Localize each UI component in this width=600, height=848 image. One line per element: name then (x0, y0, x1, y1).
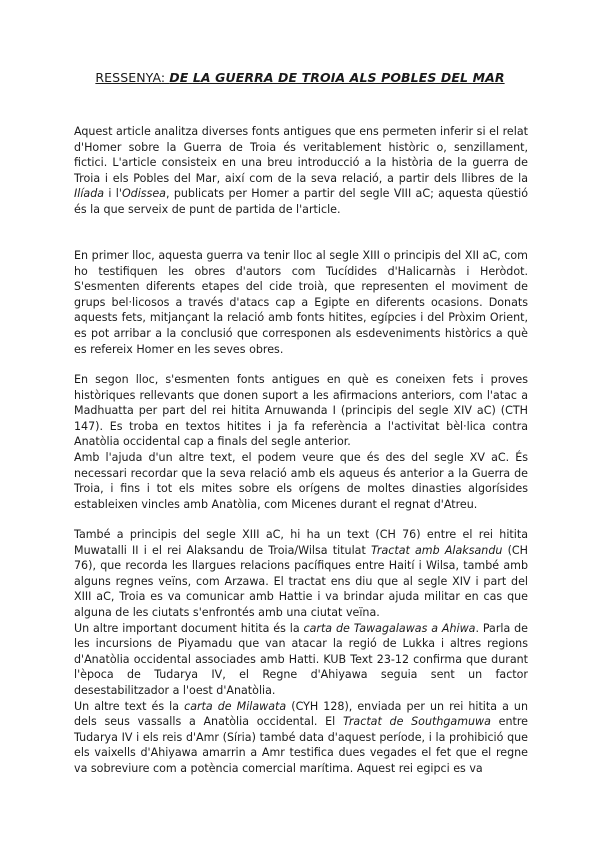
paragraph-first (74, 248, 528, 357)
p6-letter-title: carta de Tawagalawas a Ahiwa (303, 621, 476, 635)
p2-text: En primer lloc, aquesta guerra va tenir lloc al segle XIII o principis del XII aC, com ho testifiquen les obres d'autors com Tucídides d'Halicarnàs i Heròdot. S'esmenten diferents etapes del cide troià, que representen el moviment de grups bel·licosos a través d'atacs cap a Egipte en diferents ocasions. Donats aquests fets, mitjançant la relació amb fonts hitites, egípcies i del Pròxim Orient, es pot arribar a la conclusió que corresponen als esdeveniments històrics a què es refereix Homer en les seves obres. (74, 249, 528, 356)
p1-text-c: i l' (104, 187, 122, 201)
p5-text-a: També a principis del segle XIII aC, hi ha un text (CH 76) entre el rei hitita Muwatalli II i el rei Alaksandu de Troia/Wilsa titulat (74, 528, 528, 557)
p7-southgamuwa-title: Tractat de Southgamuwa (342, 715, 491, 729)
p1-odyssey: Odissea (121, 187, 166, 201)
p6-text-c: . Parla de les incursions de Piyamadu que van atacar la regió de Lukka i altres regions d'Anatòlia occidental associades amb Hatti. KUB Text 23-12 confirma que durant l'època de Tudarya IV, el Regne d'Ahiyawa seguia sent un factor desestabilitzador a l'oest d'Anatòlia. (74, 621, 528, 697)
p7-text-a: Un altre text és la (74, 699, 185, 713)
p3-text: En segon lloc, s'esmenten fonts antigues en què es coneixen fets i proves històriques rellevants que donen suport a les afirmacions anteriors, com l'atac a Madhuatta per part del rei hitita Arnuwanda I (principis del segle XIV aC) (CTH 147). Es troba en textos hitites i ja fa referència a l'activitat bèl·lica contra Anatòlia occidental cap a finals del segle anterior. (74, 373, 528, 449)
p5-text-c: (CH 76), que recorda les llargues relacions pacífiques entre Haití i Wilsa, també amb alguns regnes veïns, com Arzawa. El tractat ens diu que al segle XIV i part del XIII aC, Troia es va comunicar amb Hattie i va brindar ajuda militar en cas que alguna de les ciutats s'enfrontés amb una ciutat veïna. (74, 543, 528, 619)
paragraph-intro (74, 124, 528, 218)
paragraph-second (74, 372, 528, 512)
p7-milawata-title: carta de Milawata (184, 699, 287, 713)
p1-text-a: Aquest article analitza diverses fonts antigues que ens permeten inferir si el relat d'Homer sobre la Guerra de Troia és veritablement històric o, senzillament, fictici. L'article consisteix en una breu introducció a la història de la guerra de Troia i els Pobles del Mar, així com de la seva relació, a partir dels llibres de la (74, 125, 528, 185)
p1-iliad: Ilíada (74, 187, 105, 201)
p7-text-e: entre Tudarya IV i els reis d'Amr (Síria) també data d'aquest període, i la prohibició que els vaixells d'Ahiyawa amarrin a Amr testifica dues vegades el fet que el regne va sobreviure com a potència comercial marítima. Aquest rei egipci es va (74, 715, 528, 775)
p5-treaty-title: Tractat amb Alaksandu (370, 543, 503, 557)
title-prefix: RESSENYA: (95, 70, 170, 85)
p1-text-e: , publicats per Homer a partir del segle VIII aC; aquesta qüestió és la que serveix de punt de partida de l'article. (74, 187, 528, 216)
p6-text-a: Un altre important document hitita és la (74, 621, 304, 635)
p7-text-c: (CYH 128), enviada per un rei hitita a un dels seus vassalls a Anatòlia occidental. El (74, 699, 528, 729)
title-main: DE LA GUERRA DE TROIA ALS POBLES DEL MAR (169, 70, 505, 85)
page-title (0, 70, 600, 85)
paragraph-third (74, 527, 528, 777)
p4-text: Amb l'ajuda d'un altre text, el podem veure que és des del segle XV aC. És necessari recordar que la seva relació amb els aqueus és anterior a la Guerra de Troia, i fins i tot els mites sobre els orígens de moltes dinasties algorísides estableixen vincles amb Anatòlia, com Micenes durant el regnat d'Atreu. (74, 450, 528, 511)
